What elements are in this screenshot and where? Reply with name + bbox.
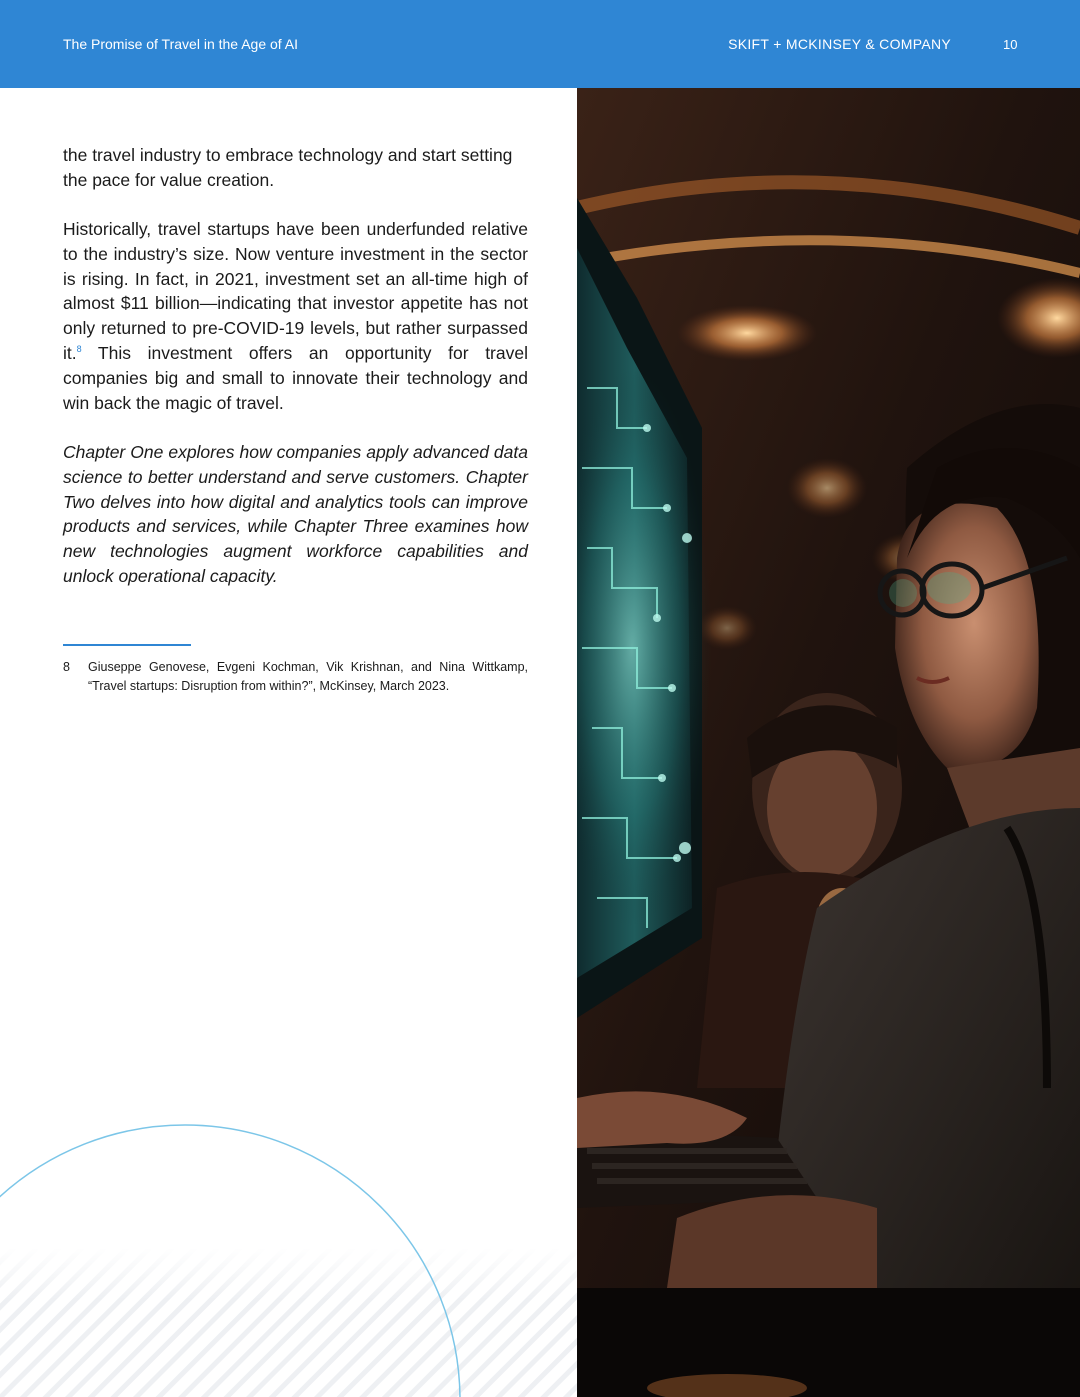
paragraph-2-text-b: This investment offers an opportunity for travel companies big and small to innovate their technology and win back the magic of travel. [63,343,528,413]
footnote-reference[interactable]: 8 [76,344,82,355]
paragraph-3-chapter-overview: Chapter One explores how companies apply advanced data science to better understand and serve customers. Chapter Two delves into how digital and analytics tools can improve products and services, while Chapter Three examines how new technologies augment workforce capabilities and unlock operational capacity. [63,441,528,586]
footnote-text: Giuseppe Genovese, Evgeni Kochman, Vik Krishnan, and Nina Wittkamp, “Travel startups: Disruption from within?”, McKinsey, March 2023. [88,660,528,693]
page-number: 10 [1003,37,1018,52]
hero-photo-woman-at-computer [577,88,1080,1397]
publisher-brand: SKIFT + MCKINSEY & COMPANY [728,36,951,52]
footnote-number: 8 [63,660,70,674]
report-title: The Promise of Travel in the Age of AI [63,36,299,52]
paragraph-1: the travel industry to embrace technology and start setting the pace for value creation. [63,145,513,190]
paragraph-2 [63,217,528,415]
footnote-divider [63,644,191,646]
footnote [63,658,528,696]
body-column [63,143,528,613]
page-header [0,0,1080,88]
decorative-arc-and-stripes [0,1100,577,1397]
paragraph-2-text-a: Historically, travel startups have been underfunded relative to the industry’s size. Now venture investment in the sector is rising. In fact, in 2021, investment set an all-time high of almost $11 billion—indicating that investor appetite has not only returned to pre-COVID-19 levels, but rather surpassed it. [63,219,528,364]
